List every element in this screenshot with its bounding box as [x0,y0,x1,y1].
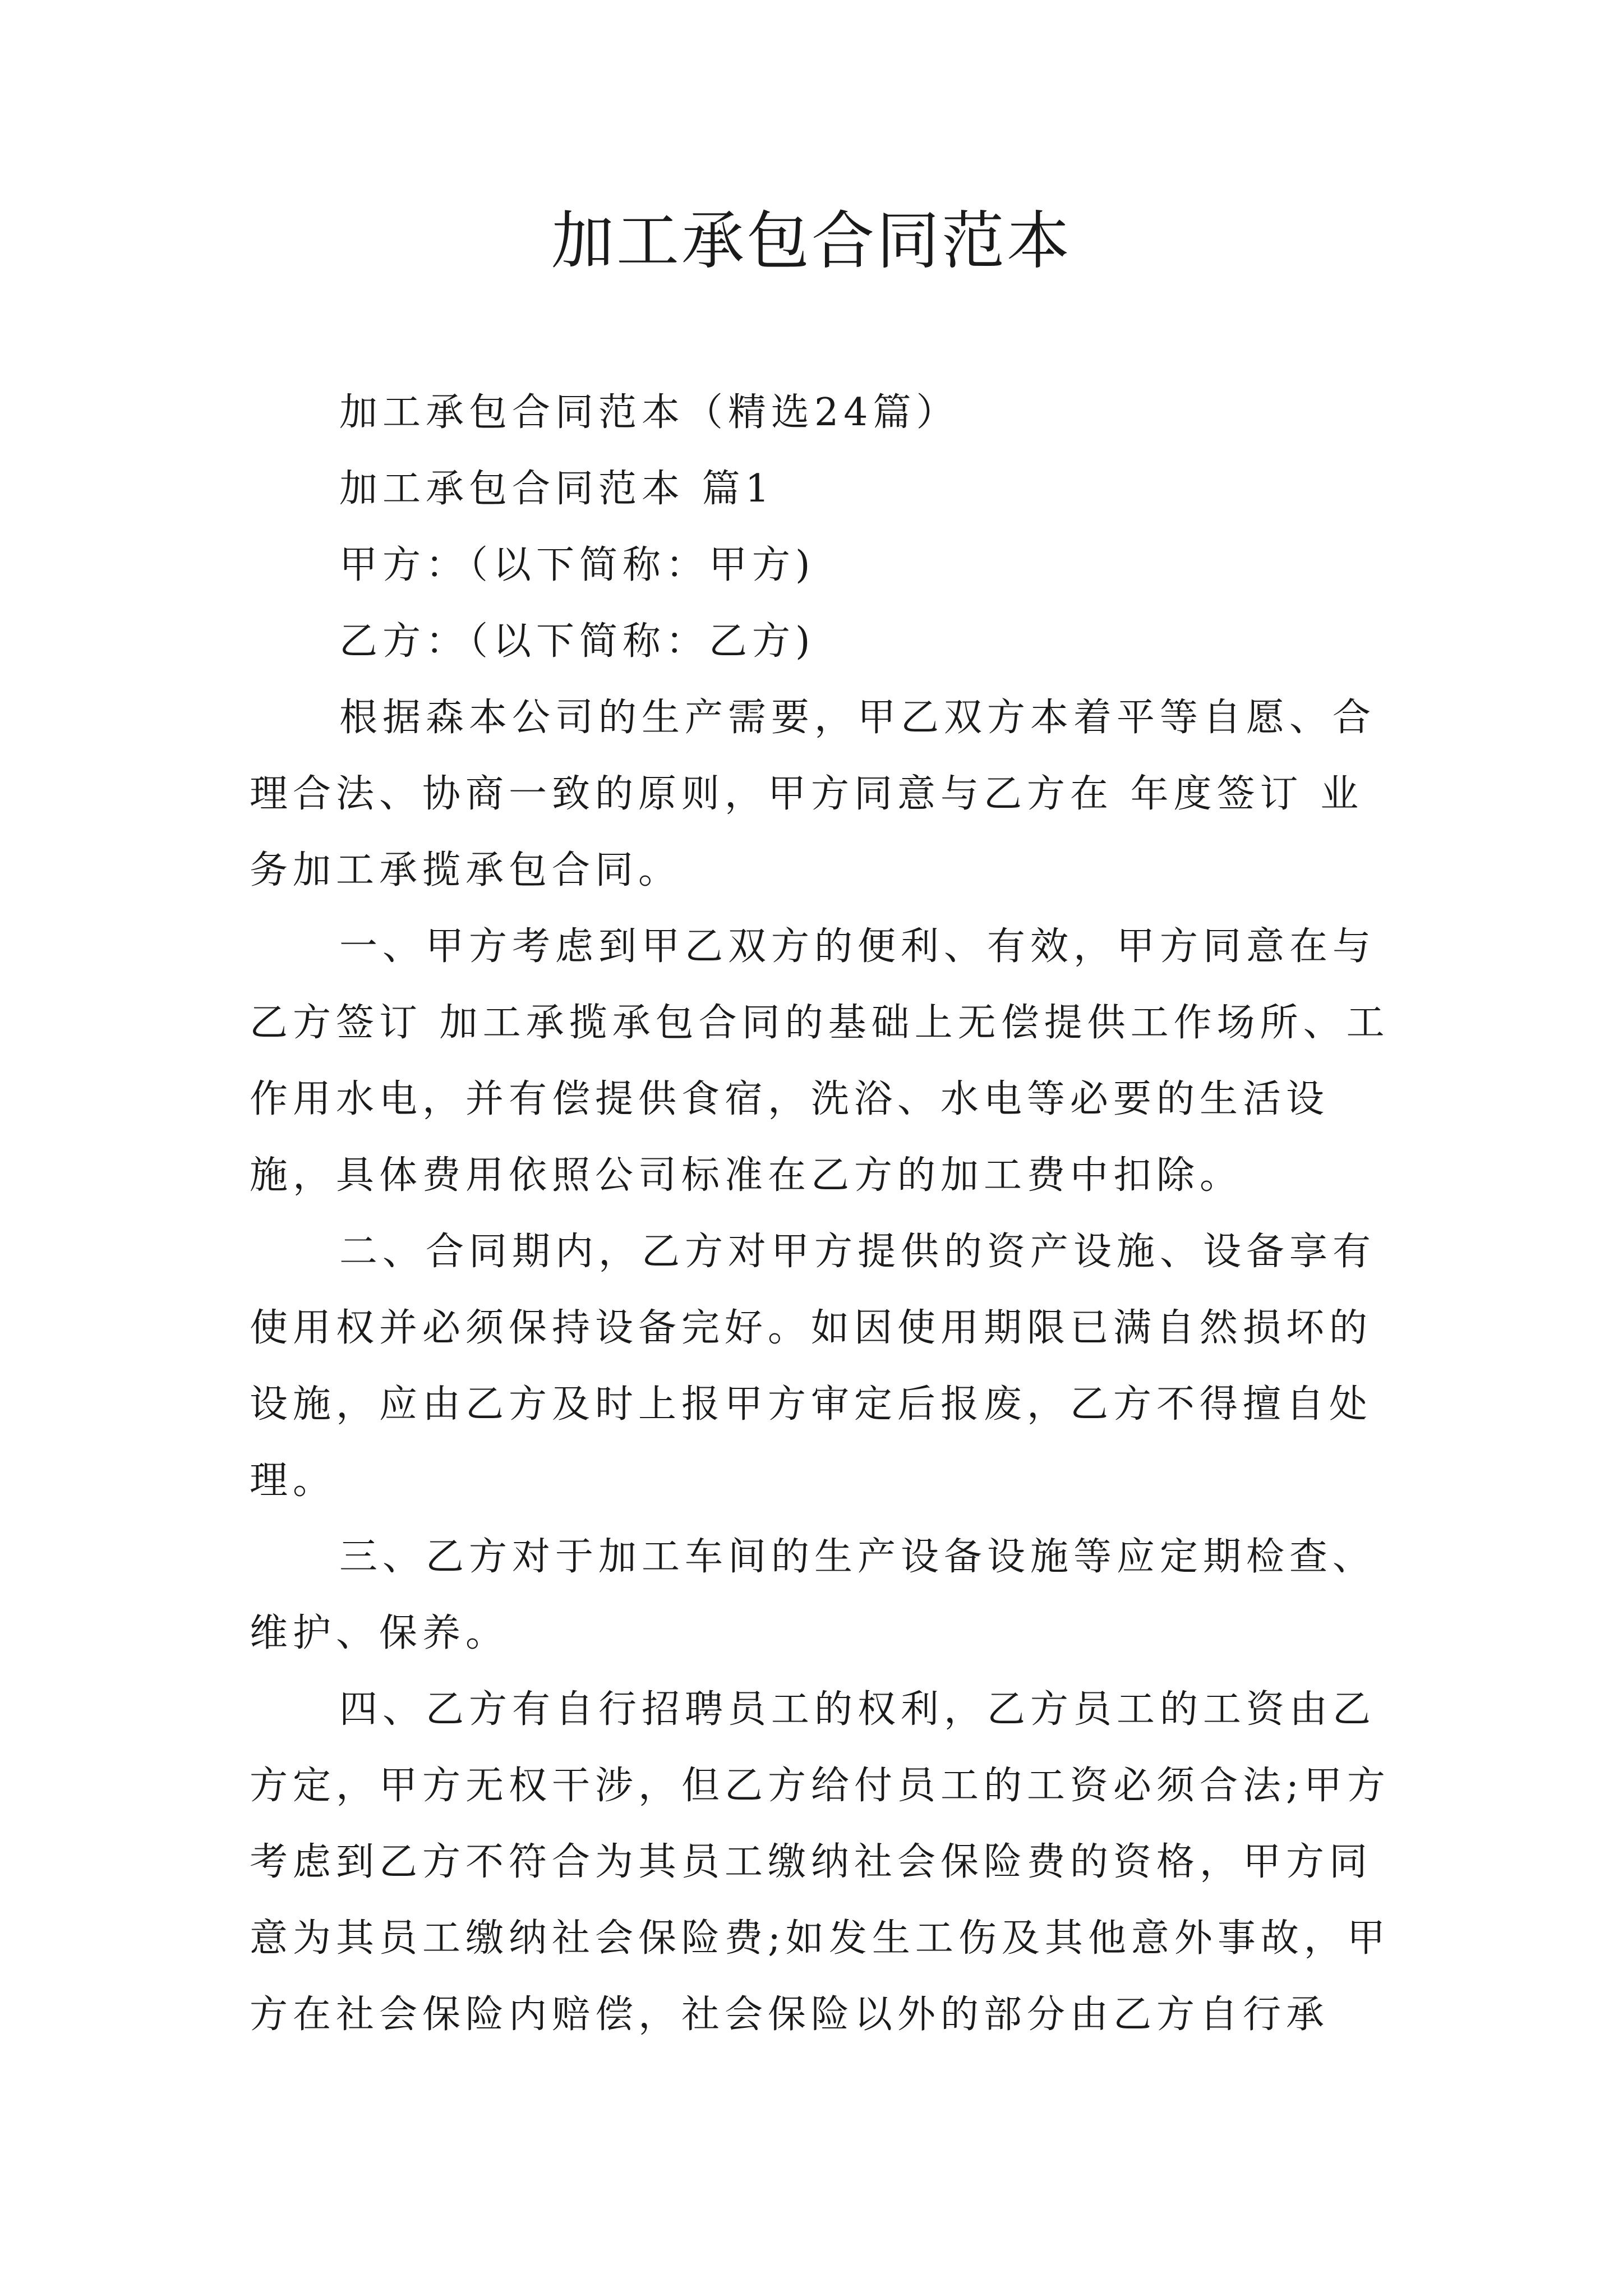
paragraph-preamble: 根据森本公司的生产需要，甲乙双方本着平等自愿、合理合法、协商一致的原则，甲方同意与乙方在 年度签订 业务加工承揽承包合同。 [250,696,1376,892]
paragraph-section-heading: 加工承包合同范本 篇1 [339,467,774,511]
paragraph-clause-2: 二、合同期内，乙方对甲方提供的资产设施、设备享有使用权并必须保持设备完好。如因使用期限已满自然损坏的设施，应由乙方及时上报甲方审定后报废，乙方不得擅自处理。 [250,1230,1376,1503]
document-title: 加工承包合同范本 [551,205,1072,278]
paragraph-subtitle: 加工承包合同范本（精选24篇） [339,390,960,435]
paragraph-party-b: 乙方：（以下简称：乙方) [339,619,815,664]
paragraph-clause-1: 一、甲方考虑到甲乙双方的便利、有效，甲方同意在与乙方签订 加工承揽承包合同的基础上无偿提供工作场所、工作用水电，并有偿提供食宿，洗浴、水电等必要的生活设施，具体费用依照公司标准在乙方的加工费中扣除。 [250,924,1390,1198]
document-body [250,375,1394,2053]
paragraph-clause-3: 三、乙方对于加工车间的生产设备设施等应定期检查、维护、保养。 [250,1535,1376,1655]
paragraph-clause-4: 四、乙方有自行招聘员工的权利，乙方员工的工资由乙方定，甲方无权干涉，但乙方给付员工的工资必须合法;甲方考虑到乙方不符合为其员工缴纳社会保险费的资格，甲方同意为其员工缴纳社会保险费;如发生工伤及其他意外事故，甲方在社会保险内赔偿，社会保险以外的部分由乙方自行承 [250,1687,1390,2037]
paragraph-party-a: 甲方：（以下简称：甲方) [339,543,815,587]
